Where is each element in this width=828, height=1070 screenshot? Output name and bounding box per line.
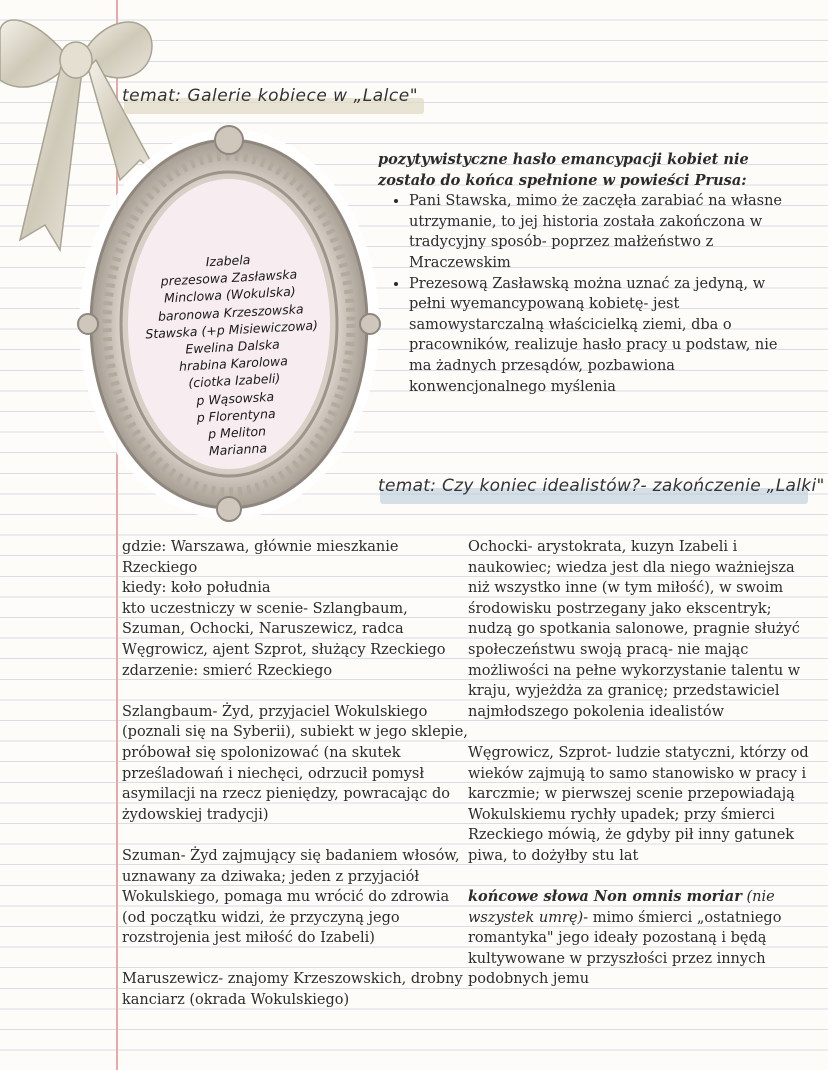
character-wegrowicz-szprot: Węgrowicz, Szprot- ludzie statyczni, którzy od wieków zajmują to samo stanowisko w pracy i karczmie; w pierwszej scenie przepowiadają Wokulskiemu rychły upadek; przy śmierci Rzeckiego mówią, że gdyby pił inny gatunek piwa, to dożyłby stu lat [468,744,809,864]
name-item: Izabela [205,251,251,270]
character-szuman: Szuman- Żyd zajmujący się badaniem włosów, uznawany za dziwaka; jeden z przyjaciół Wokulskiego, pomaga mu wrócić do zdrowia (od początku widzi, że przyczyną jego rozstrojenia jest miłość do Izabeli) [122,847,460,947]
name-item: Marianna [208,440,268,459]
emancipation-bullet: • Pani Stawska, mimo że zaczęła zarabiać na własne utrzymanie, to jej historia została zakończona w tradycyjny sposób- poprzez małżeństwo z Mraczewskim [409,191,798,273]
name-item: prezesowa Zasławska [160,266,298,289]
emancipation-section [378,150,798,397]
character-szlangbaum: Szlangbaum- Żyd, przyjaciel Wokulskiego (poznali się na Syberii), subiekt w jego sklepie, próbował się spolonizować (na skutek prześladowań i niechęci, odrzucił pomysł asymilacji na rzecz pieniędzy, powracając do żydowskiej tradycji) [122,703,468,823]
final-words-rest: - mimo śmierci „ostatniego romantyka" jego ideały pozostaną i będą kultywowane w przyszłości przez innych podobnych jemu [468,909,782,988]
final-words-italic: (nie wszystek umrę) [468,889,775,926]
frame-names-list [133,247,334,463]
name-item: baronowa Krzeszowska [157,300,304,324]
scene-who: kto uczestniczy w scenie- Szlangbaum, Szuman, Ochocki, Naruszewicz, radca Węgrowicz, ajent Szprot, służący Rzeckiego [122,600,446,658]
lesson-title-gallery: temat: Galerie kobiece w „Lalce" [122,86,419,106]
character-ochocki: Ochocki- arystokrata, kuzyn Izabeli i naukowiec; wiedza jest dla niego ważniejsza niż wszystko inne (w tym miłość), w swoim środowisku postrzegany jako ekscentryk; nudzą go spotkania salonowe, pragnie służyć społeczeństwu swoją pracą- nie mając możliwości na pełne wykorzystanie talentu w kraju, wyjeżdża za granicę; przedstawiciel najmłodszego pokolenia idealistów [468,539,801,720]
name-item: p Florentyna [196,405,276,425]
scene-info [122,537,472,681]
right-column [468,537,813,1011]
emancipation-bullet: • Prezesową Zasławską można uznać za jedyną, w pełni wyemancypowaną kobietę- jest samowystarczalną właścicielką ziemi, dba o pracowników, realizuje hasło pracy u podstaw, nie ma żadnych przesądów, pozbawiona konwencjonalnego myślenia [409,274,798,398]
name-item: hrabina Karolowa [178,353,289,375]
character-maruszewicz: Maruszewicz- znajomy Krzeszowskich, drobny kanciarz (okrada Wokulskiego) [122,971,463,1009]
name-item: Minclowa (Wokulska) [163,284,297,306]
name-item: Stawska (+p Misiewiczowa) [144,317,319,342]
name-item: p Wąsowska [196,388,275,408]
final-words-bold: końcowe słowa Non omnis moriar [468,888,742,906]
final-words [468,887,813,990]
emancipation-list [378,191,798,397]
name-item: (ciotka Izabeli) [188,370,281,391]
scene-when: kiedy: koło południa [122,580,271,597]
scene-event: zdarzenie: smierć Rzeckiego [122,662,333,679]
scene-where: gdzie: Warszawa, głównie mieszkanie Rzeckiego [122,539,399,576]
name-item: p Meliton [207,423,267,442]
left-column [122,537,472,1031]
lesson-title-ending: temat: Czy koniec idealistów?- zakończenie „Lalki" [378,476,825,496]
emancipation-lead: pozytywistyczne hasło emancypacji kobiet nie zostało do końca spełnione w powieści Prusa: [378,151,749,189]
name-item: Ewelina Dalska [184,336,281,357]
